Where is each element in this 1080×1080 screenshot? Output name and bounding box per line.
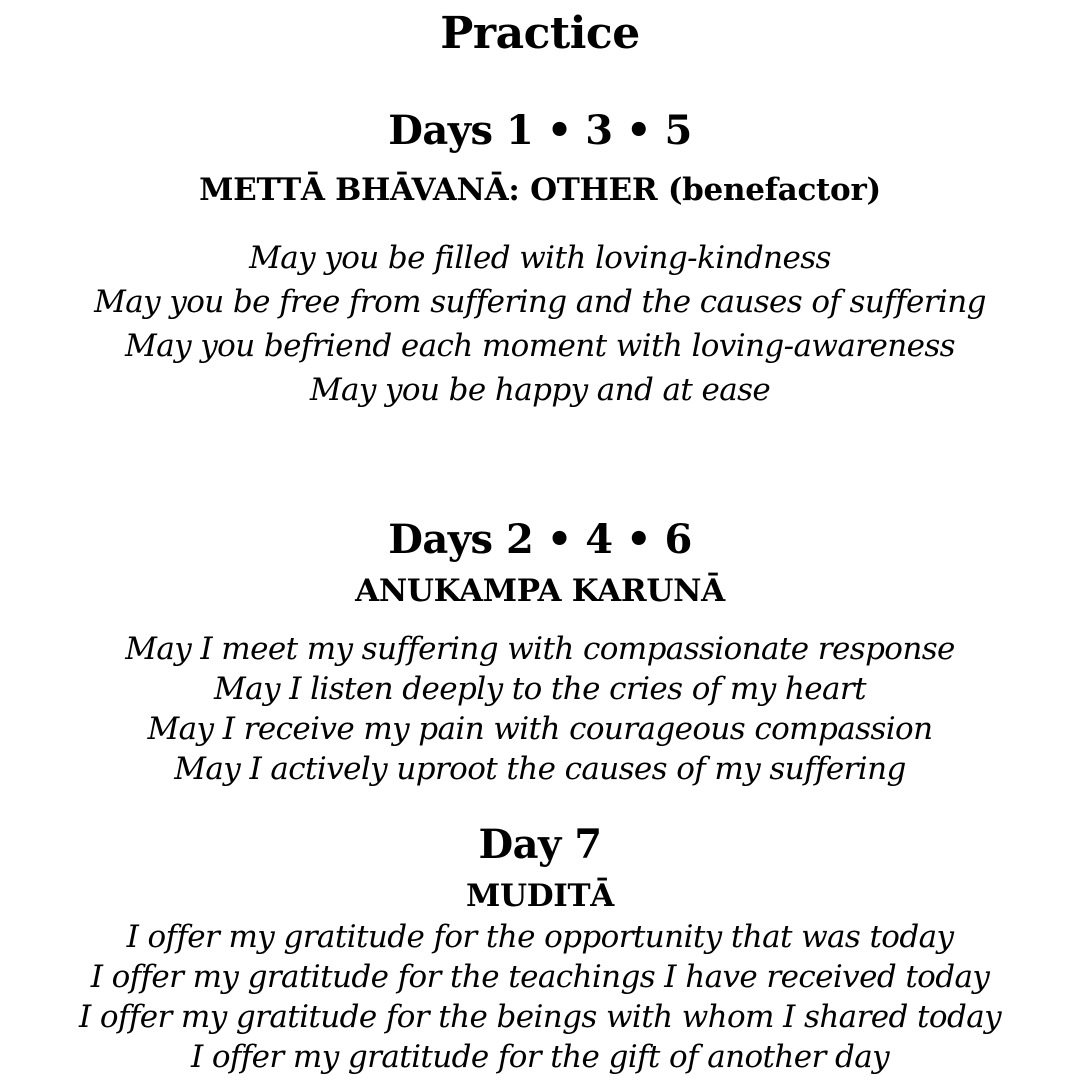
verse-line: May you be free from suffering and the causes of suffering	[94, 284, 986, 320]
verse-line: I offer my gratitude for the opportunity that was today	[126, 919, 954, 955]
page-title: Practice	[440, 8, 640, 59]
section-days-heading: Days 1 • 3 • 5	[388, 107, 692, 154]
verse-line: May I meet my suffering with compassionate response	[125, 631, 955, 667]
section-subtitle: METTĀ BHĀVANĀ: OTHER (benefactor)	[199, 172, 881, 208]
section-days-heading: Days 2 • 4 • 6	[388, 516, 692, 563]
verse-line: May you befriend each moment with loving-awareness	[125, 328, 955, 364]
verse-lines	[0, 236, 1080, 412]
verse-line: I offer my gratitude for the teachings I have received today	[90, 959, 990, 995]
verse-lines	[0, 629, 1080, 789]
section-days-heading: Day 7	[478, 821, 602, 868]
verse-line: May you be happy and at ease	[309, 372, 771, 408]
verse-line: I offer my gratitude for the beings with whom I shared today	[78, 999, 1001, 1035]
verse-line: May I receive my pain with courageous compassion	[147, 711, 933, 747]
section-subtitle: MUDITĀ	[465, 878, 615, 914]
section-subtitle: ANUKAMPA KARUNĀ	[355, 573, 725, 609]
verse-line: May I actively uproot the causes of my suffering	[174, 751, 906, 787]
verse-lines	[0, 917, 1080, 1077]
verse-line: May you be filled with loving-kindness	[249, 240, 831, 276]
verse-line: May I listen deeply to the cries of my heart	[214, 671, 866, 707]
verse-line: I offer my gratitude for the gift of another day	[190, 1039, 890, 1075]
